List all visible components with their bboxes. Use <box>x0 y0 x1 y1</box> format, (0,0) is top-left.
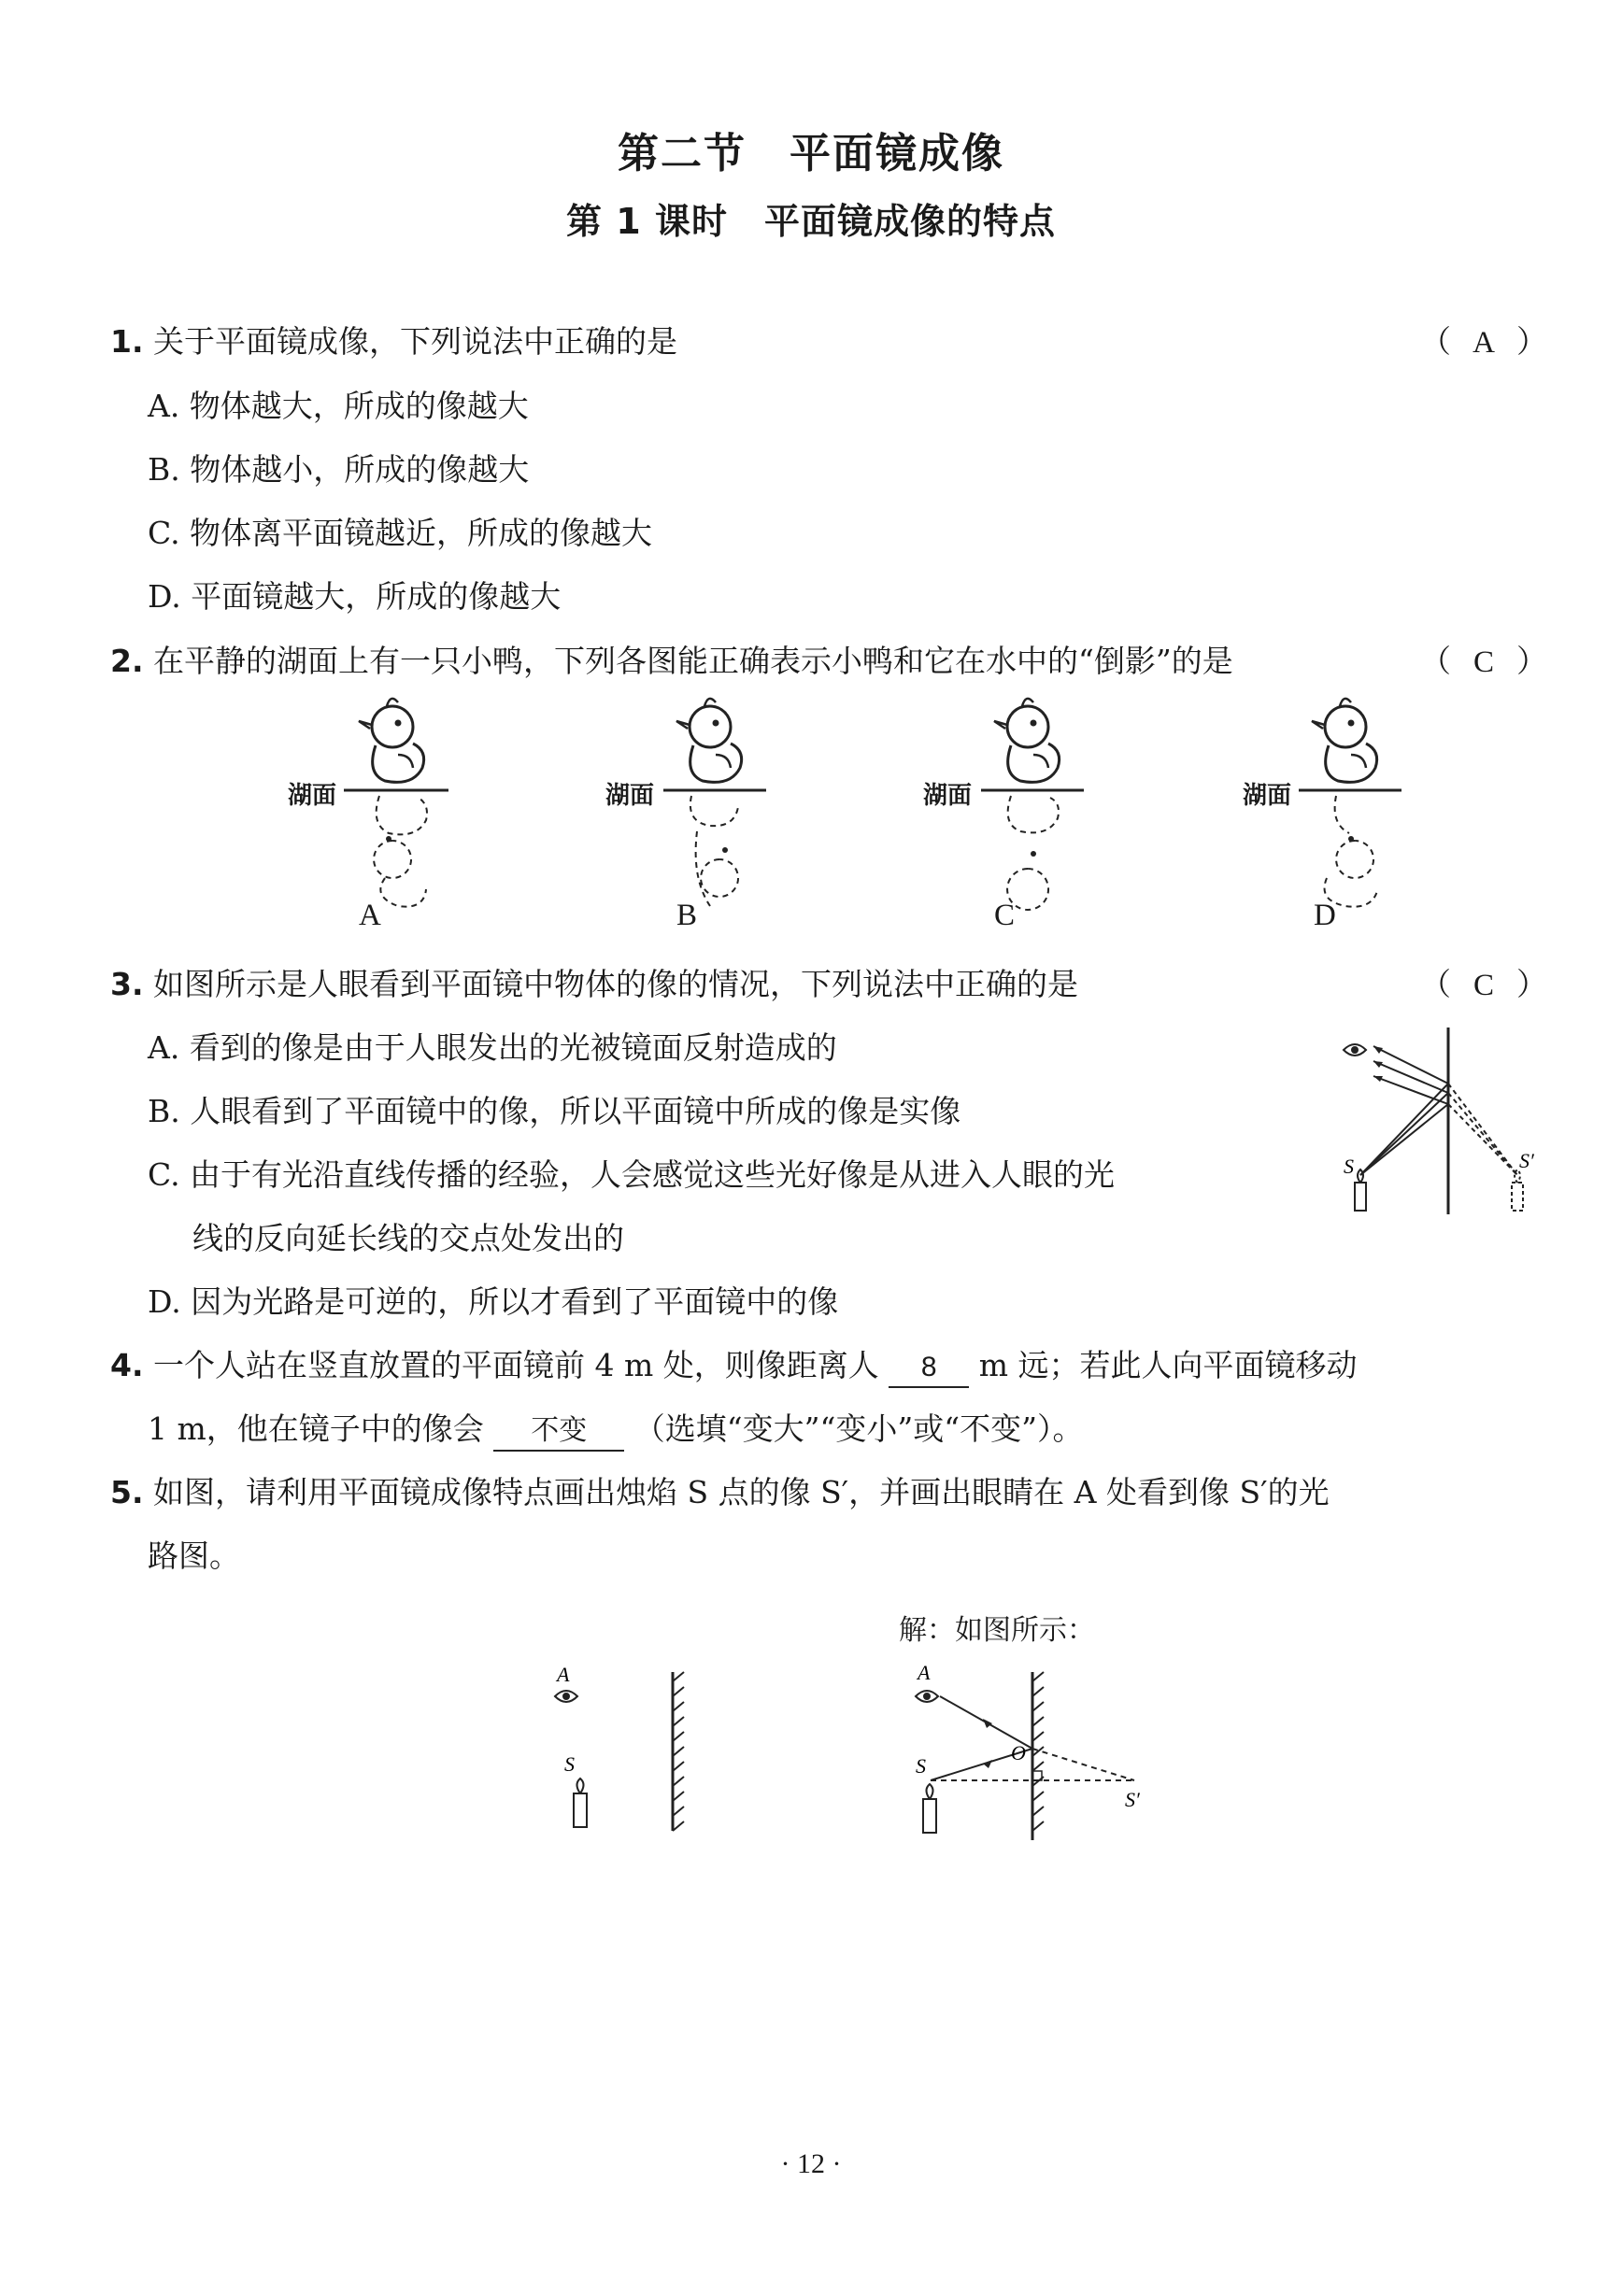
option-continued: 线的反向延长线的交点处发出的 <box>192 1220 624 1256</box>
label-s-prime: S′ <box>1519 1149 1534 1172</box>
option: C. 物体离平面镜越近，所成的像越大 <box>148 515 653 551</box>
question-text: 1 m，他在镜子中的像会 <box>148 1410 484 1447</box>
option: A. 物体越大，所成的像越大 <box>148 388 529 424</box>
label-s: S <box>1344 1155 1354 1178</box>
question-5-line2: 路图。 <box>148 1538 240 1574</box>
question-text: m 远；若此人向平面镜移动 <box>978 1347 1358 1383</box>
option: B. 物体越小，所成的像越大 <box>148 451 530 488</box>
question-1 <box>110 323 677 361</box>
question-5-figure <box>523 1644 1177 1859</box>
question-number: 3. <box>110 966 144 1002</box>
mirror-ray-figure <box>1327 1018 1560 1224</box>
question-text: 一个人站在竖直放置的平面镜前 4 m 处，则像距离人 <box>153 1347 879 1383</box>
answer-bracket: （ A ） <box>1420 323 1547 360</box>
answer-value: C <box>1473 969 1494 1002</box>
question-stem: 关于平面镜成像，下列说法中正确的是 <box>153 323 677 360</box>
figure-option-label: C <box>994 899 1016 932</box>
question-text: 如图，请利用平面镜成像特点画出烛焰 S 点的像 S′，并画出眼睛在 A 处看到像 S′的光 <box>153 1474 1330 1510</box>
question-3 <box>110 966 1078 1003</box>
figure-option-label: A <box>359 899 381 932</box>
lake-label: 湖面 <box>605 782 655 810</box>
question-2 <box>110 643 1233 680</box>
label-s-solution: S <box>916 1754 926 1778</box>
figure-option-a <box>344 699 448 907</box>
option: D. 因为光路是可逆的，所以才看到了平面镜中的像 <box>148 1283 839 1320</box>
answer-blank: 8 <box>889 1349 969 1388</box>
solution-label: 解：如图所示： <box>899 1614 1095 1647</box>
label-s: S <box>564 1752 575 1776</box>
figure-option-c <box>981 699 1084 910</box>
figure-option-d <box>1299 699 1401 907</box>
question-text: （选填“变大”“变小”或“不变”）。 <box>633 1410 1084 1447</box>
lake-label: 湖面 <box>1243 782 1292 810</box>
question-5 <box>110 1474 1330 1511</box>
option: D. 平面镜越大，所成的像越大 <box>148 578 562 615</box>
question-stem: 如图所示是人眼看到平面镜中物体的像的情况，下列说法中正确的是 <box>153 966 1078 1002</box>
figure-option-b <box>663 699 766 906</box>
question-number: 5. <box>110 1474 144 1510</box>
lesson-title: 第 1 课时 平面镜成像的特点 <box>566 201 1056 242</box>
answer-bracket: （ C ） <box>1420 966 1547 1002</box>
question-4-line2 <box>148 1410 1084 1452</box>
answer-value: C <box>1473 645 1494 679</box>
answer-blank: 不变 <box>493 1412 624 1452</box>
option: B. 人眼看到了平面镜中的像，所以平面镜中所成的像是实像 <box>148 1093 961 1129</box>
section-title: 第二节 平面镜成像 <box>618 130 1004 177</box>
answer-bracket: （ C ） <box>1420 643 1547 679</box>
question-stem: 在平静的湖面上有一只小鸭，下列各图能正确表示小鸭和它在水中的“倒影”的是 <box>153 643 1233 679</box>
question-4 <box>110 1347 1358 1388</box>
option: A. 看到的像是由于人眼发出的光被镜面反射造成的 <box>148 1029 837 1066</box>
option: C. 由于有光沿直线传播的经验，人会感觉这些光好像是从进入人眼的光 <box>148 1156 1116 1193</box>
question-number: 2. <box>110 643 144 679</box>
lake-label: 湖面 <box>288 782 337 810</box>
question-number: 4. <box>110 1347 144 1383</box>
label-s-prime: S′ <box>1125 1788 1140 1811</box>
page-number: · 12 · <box>780 2148 842 2179</box>
question-number: 1. <box>110 323 144 360</box>
duck-figures <box>280 691 1439 943</box>
answer-value: A <box>1473 326 1495 360</box>
label-a: A <box>557 1663 570 1686</box>
figure-option-label: D <box>1314 899 1336 932</box>
figure-option-label: B <box>676 899 698 932</box>
lake-label: 湖面 <box>923 782 973 810</box>
label-o: O <box>1011 1741 1026 1765</box>
label-a-solution: A <box>918 1661 931 1684</box>
